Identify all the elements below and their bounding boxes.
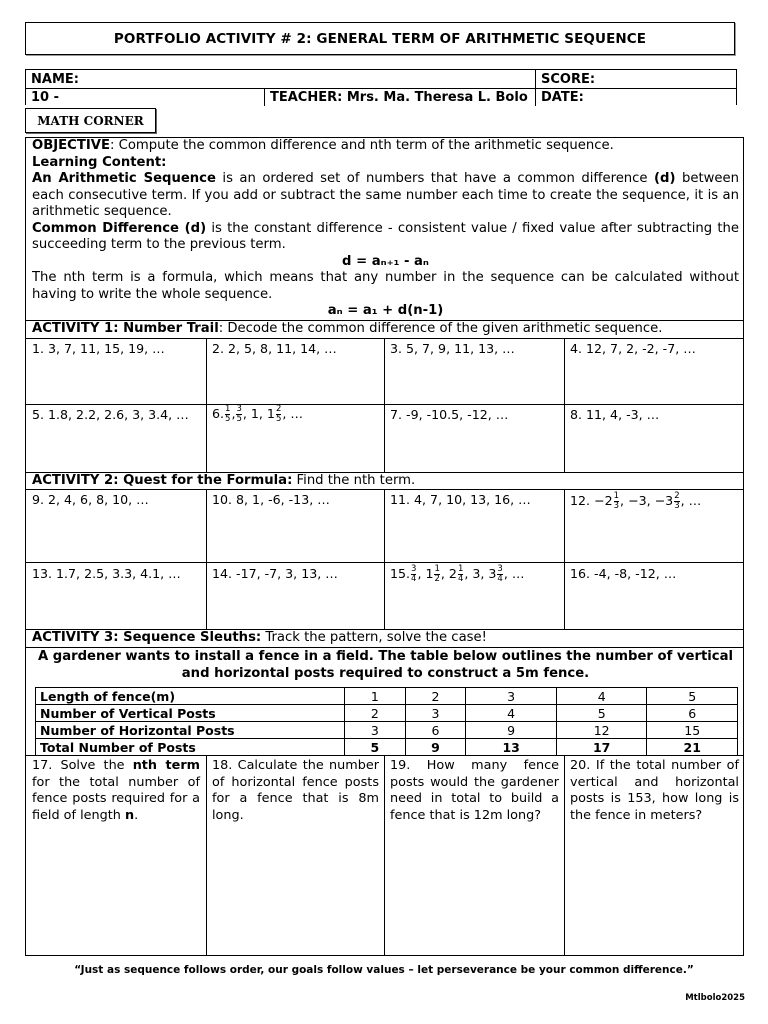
- frac-num: 1: [613, 491, 620, 501]
- table-cell: 5: [647, 688, 738, 705]
- table-cell: 3: [405, 705, 466, 722]
- math-corner-badge: MATH CORNER: [25, 108, 156, 133]
- frac-num: 1: [434, 564, 440, 574]
- worksheet-body: [25, 137, 744, 956]
- activity3-heading: [32, 630, 487, 646]
- question-20: 20. If the total number of vertical and horizontal posts is 153, how long is the fence in meters?: [570, 758, 739, 823]
- page-title: PORTFOLIO ACTIVITY # 2: GENERAL TERM OF ARITHMETIC SEQUENCE: [25, 22, 735, 55]
- table-cell: 21: [647, 739, 738, 756]
- frac-den: 3: [613, 501, 620, 511]
- table-cell: 1: [345, 688, 406, 705]
- q17-b: nth term: [132, 758, 200, 773]
- section-label: 10 -: [31, 90, 60, 105]
- row-label: Length of fence(m): [36, 688, 345, 705]
- table-row: [36, 739, 738, 756]
- frac-num: 1: [225, 404, 231, 414]
- q17-e: .: [134, 807, 139, 823]
- a2-item-15: [390, 565, 524, 584]
- a2-item-15-p: , 1: [417, 566, 434, 581]
- table-cell: 15: [647, 722, 738, 739]
- date-label: DATE:: [541, 90, 584, 105]
- frac-num: 3: [236, 404, 242, 414]
- question-17: [32, 758, 200, 824]
- a1-item-7: 7. -9, -10.5, -12, …: [390, 407, 509, 422]
- frac-den: 5: [236, 414, 242, 424]
- student-info-header: [25, 69, 737, 105]
- a2-item-12: [570, 492, 701, 511]
- table-cell: 9: [405, 739, 466, 756]
- frac-den: 4: [411, 574, 417, 584]
- table-cell: 6: [405, 722, 466, 739]
- a1-item-8: 8. 11, 4, -3, …: [570, 407, 660, 422]
- table-cell: 3: [466, 688, 557, 705]
- table-cell: 12: [556, 722, 647, 739]
- table-cell: 4: [466, 705, 557, 722]
- score-label: SCORE:: [541, 72, 596, 87]
- activity2-heading: [32, 473, 415, 489]
- row-label: Total Number of Posts: [36, 739, 345, 756]
- a2-item-12-num: 12. −2: [570, 493, 613, 508]
- table-row: [36, 705, 738, 722]
- arith-d: (d): [654, 171, 676, 186]
- a2-item-12-mid: , −3, −3: [620, 493, 674, 508]
- cd-term: Common Difference (d): [32, 220, 207, 236]
- table-cell: 9: [466, 722, 557, 739]
- author-signature: Mtlbolo2025: [685, 993, 745, 1003]
- frac-num: 3: [497, 564, 503, 574]
- a1-item-6: 6. $\frac{1}{5}$ , $\frac{3}{5}$ , 1, 1 $\frac{2}{5}$ , …: [212, 404, 303, 424]
- a2-item-11: 11. 4, 7, 10, 13, 16, …: [390, 492, 531, 507]
- a1-item-3: 3. 5, 7, 9, 11, 13, …: [390, 341, 515, 356]
- frac-den: 4: [457, 574, 464, 584]
- a2-item-15-end: , …: [503, 566, 525, 581]
- activity3-label: ACTIVITY 3: Sequence Sleuths:: [32, 630, 262, 645]
- nth-term-text: The nth term is a formula, which means that any number in the sequence can be calculated without having to write the whole sequence.: [32, 270, 739, 302]
- table-cell: 2: [405, 688, 466, 705]
- a2-item-15-num: 15.: [390, 566, 411, 581]
- frac-num: 2: [275, 404, 282, 414]
- objective-section: [32, 138, 739, 320]
- frac-num: 2: [674, 491, 680, 501]
- a2-item-10: 10. 8, 1, -6, -13, …: [212, 492, 330, 507]
- a2-item-13: 13. 1.7, 2.5, 3.3, 4.1, …: [32, 566, 181, 581]
- table-cell: 3: [345, 722, 406, 739]
- formula-d: d = aₙ₊₁ - aₙ: [342, 253, 429, 269]
- row-label: Number of Horizontal Posts: [36, 722, 345, 739]
- table-row: [36, 722, 738, 739]
- activity2-instruction: Find the nth term.: [292, 473, 416, 488]
- fence-posts-table: [35, 687, 738, 756]
- a1-item-6-num: 6.: [212, 406, 225, 421]
- frac-den: 5: [225, 414, 231, 424]
- a1-item-5: 5. 1.8, 2.2, 2.6, 3, 3.4, …: [32, 407, 189, 422]
- a1-item-1: 1. 3, 7, 11, 15, 19, …: [32, 341, 165, 356]
- activity3-instruction: Track the pattern, solve the case!: [261, 630, 487, 645]
- table-row: [36, 688, 738, 705]
- question-18: 18. Calculate the number of horizontal fence posts for a fence that is 8m long.: [212, 758, 379, 823]
- a2-item-9: 9. 2, 4, 6, 8, 10, …: [32, 492, 149, 507]
- table-cell: 5: [556, 705, 647, 722]
- frac-den: 5: [275, 414, 282, 424]
- teacher-label: TEACHER: Mrs. Ma. Theresa L. Bolo: [270, 90, 528, 105]
- row-label: Number of Vertical Posts: [36, 705, 345, 722]
- frac-den: 2: [434, 574, 440, 584]
- a2-item-14: 14. -17, -7, 3, 13, …: [212, 566, 338, 581]
- activity2-label: ACTIVITY 2: Quest for the Formula:: [32, 473, 293, 488]
- activity1-heading: [32, 321, 662, 337]
- objective-text: : Compute the common difference and nth term of the arithmetic sequence.: [109, 138, 614, 153]
- table-cell: 13: [466, 739, 557, 756]
- arith-text: is an ordered set of numbers that have a common difference: [215, 171, 655, 186]
- a2-item-12-end: , …: [680, 493, 702, 508]
- arith-term: An Arithmetic Sequence: [32, 171, 216, 186]
- activity1-label: ACTIVITY 1: Number Trail: [32, 321, 219, 336]
- a2-item-15-p: , 3, 3: [464, 566, 497, 581]
- activity1-instruction: : Decode the common difference of the given arithmetic sequence.: [218, 321, 663, 336]
- question-19: 19. How many fence posts would the gardener need in total to build a fence that is 12m long?: [390, 758, 559, 823]
- q17-c: for the total number of fence posts required for a field of length: [32, 774, 200, 823]
- a1-item-2: 2. 2, 5, 8, 11, 14, …: [212, 341, 337, 356]
- frac-num: 1: [457, 564, 464, 574]
- name-label: NAME:: [31, 72, 79, 87]
- objective-label: OBJECTIVE: [32, 138, 110, 153]
- q17-d: n: [124, 807, 135, 823]
- frac-den: 3: [674, 501, 680, 511]
- table-cell: 17: [556, 739, 647, 756]
- table-cell: 4: [556, 688, 647, 705]
- a1-item-6-mid: , 1, 1: [242, 406, 275, 421]
- a1-item-4: 4. 12, 7, 2, -2, -7, …: [570, 341, 696, 356]
- a2-item-15-p: , 2: [440, 566, 457, 581]
- frac-den: 4: [497, 574, 503, 584]
- table-cell: 2: [345, 705, 406, 722]
- activity3-problem: A gardener wants to install a fence in a field. The table below outlines the number of vertical and horizontal posts required to construct a 5m fence.: [37, 649, 734, 681]
- q17-a: 17. Solve the: [32, 758, 133, 773]
- a2-item-16: 16. -4, -8, -12, …: [570, 566, 677, 581]
- cd-text: is the constant difference - consistent value / fixed value after subtracting the succeeding term to the previous term.: [32, 220, 739, 252]
- arith-text2: between each consecutive term. If you add or subtract the same number each time to create the sequence, it is an arithmetic sequence.: [32, 171, 740, 219]
- table-cell: 6: [647, 705, 738, 722]
- motivational-quote: “Just as sequence follows order, our goals follow values – let perseverance be your common difference.”: [74, 964, 694, 976]
- table-cell: 5: [345, 739, 406, 756]
- frac-num: 3: [411, 564, 417, 574]
- formula-an: aₙ = a₁ + d(n-1): [327, 303, 444, 318]
- learning-content-label: Learning Content:: [32, 154, 167, 170]
- a1-item-6-end: , …: [282, 406, 303, 421]
